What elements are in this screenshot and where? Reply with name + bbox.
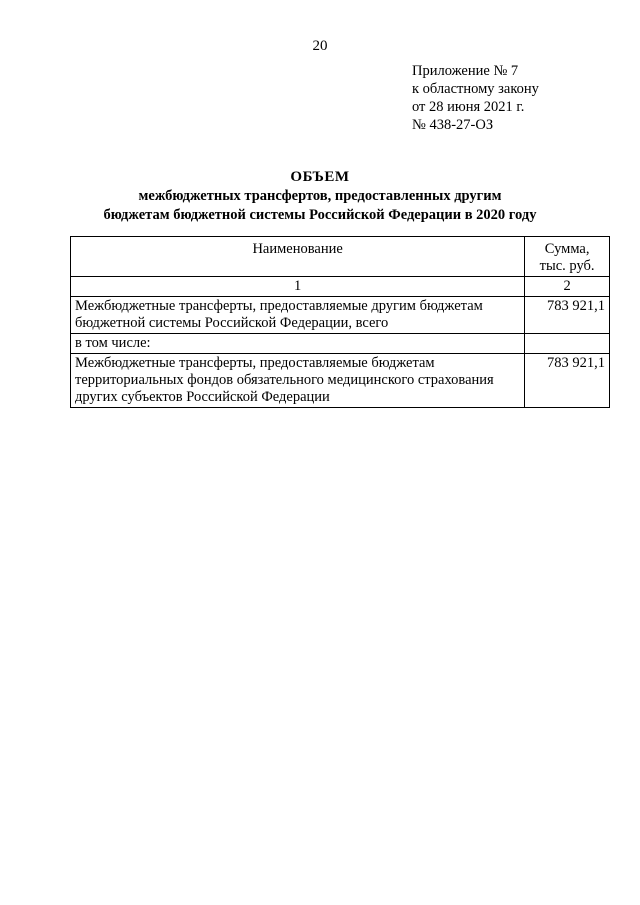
row-value: 783 921,1: [525, 354, 610, 408]
row-name: Межбюджетные трансферты, предоставляемые бюджетам территориальных фондов обязательного медицинского страхования других субъектов Российской Федерации: [71, 354, 525, 408]
table-row: [71, 334, 610, 354]
column-number: 2: [525, 277, 610, 297]
appendix-line: № 438-27-ОЗ: [412, 117, 494, 133]
column-number: 1: [71, 277, 525, 297]
appendix-line: от 28 июня 2021 г.: [412, 99, 525, 115]
header-sum: [525, 237, 610, 277]
title-line: межбюджетных трансфертов, предоставленных другим: [138, 188, 502, 204]
page-number: 20: [312, 38, 328, 54]
header-sum-line: Сумма,: [544, 241, 590, 257]
document-title: [0, 168, 640, 225]
appendix-block: [412, 62, 539, 134]
table-header-row: [71, 237, 610, 277]
appendix-line: к областному закону: [412, 81, 539, 97]
row-value: [525, 334, 610, 354]
table-row: [71, 354, 610, 408]
column-number-row: [71, 277, 610, 297]
header-name: Наименование: [71, 237, 525, 277]
table-row: [71, 297, 610, 334]
header-sum-line: тыс. руб.: [539, 258, 595, 274]
transfers-table: [70, 236, 610, 408]
title-line: бюджетам бюджетной системы Российской Федерации в 2020 году: [103, 207, 537, 223]
appendix-line: Приложение № 7: [412, 63, 519, 79]
row-name: Межбюджетные трансферты, предоставляемые другим бюджетам бюджетной системы Российской Федерации, всего: [71, 297, 525, 334]
title-main: ОБЪЕМ: [290, 169, 350, 185]
row-name: в том числе:: [71, 334, 525, 354]
row-value: 783 921,1: [525, 297, 610, 334]
